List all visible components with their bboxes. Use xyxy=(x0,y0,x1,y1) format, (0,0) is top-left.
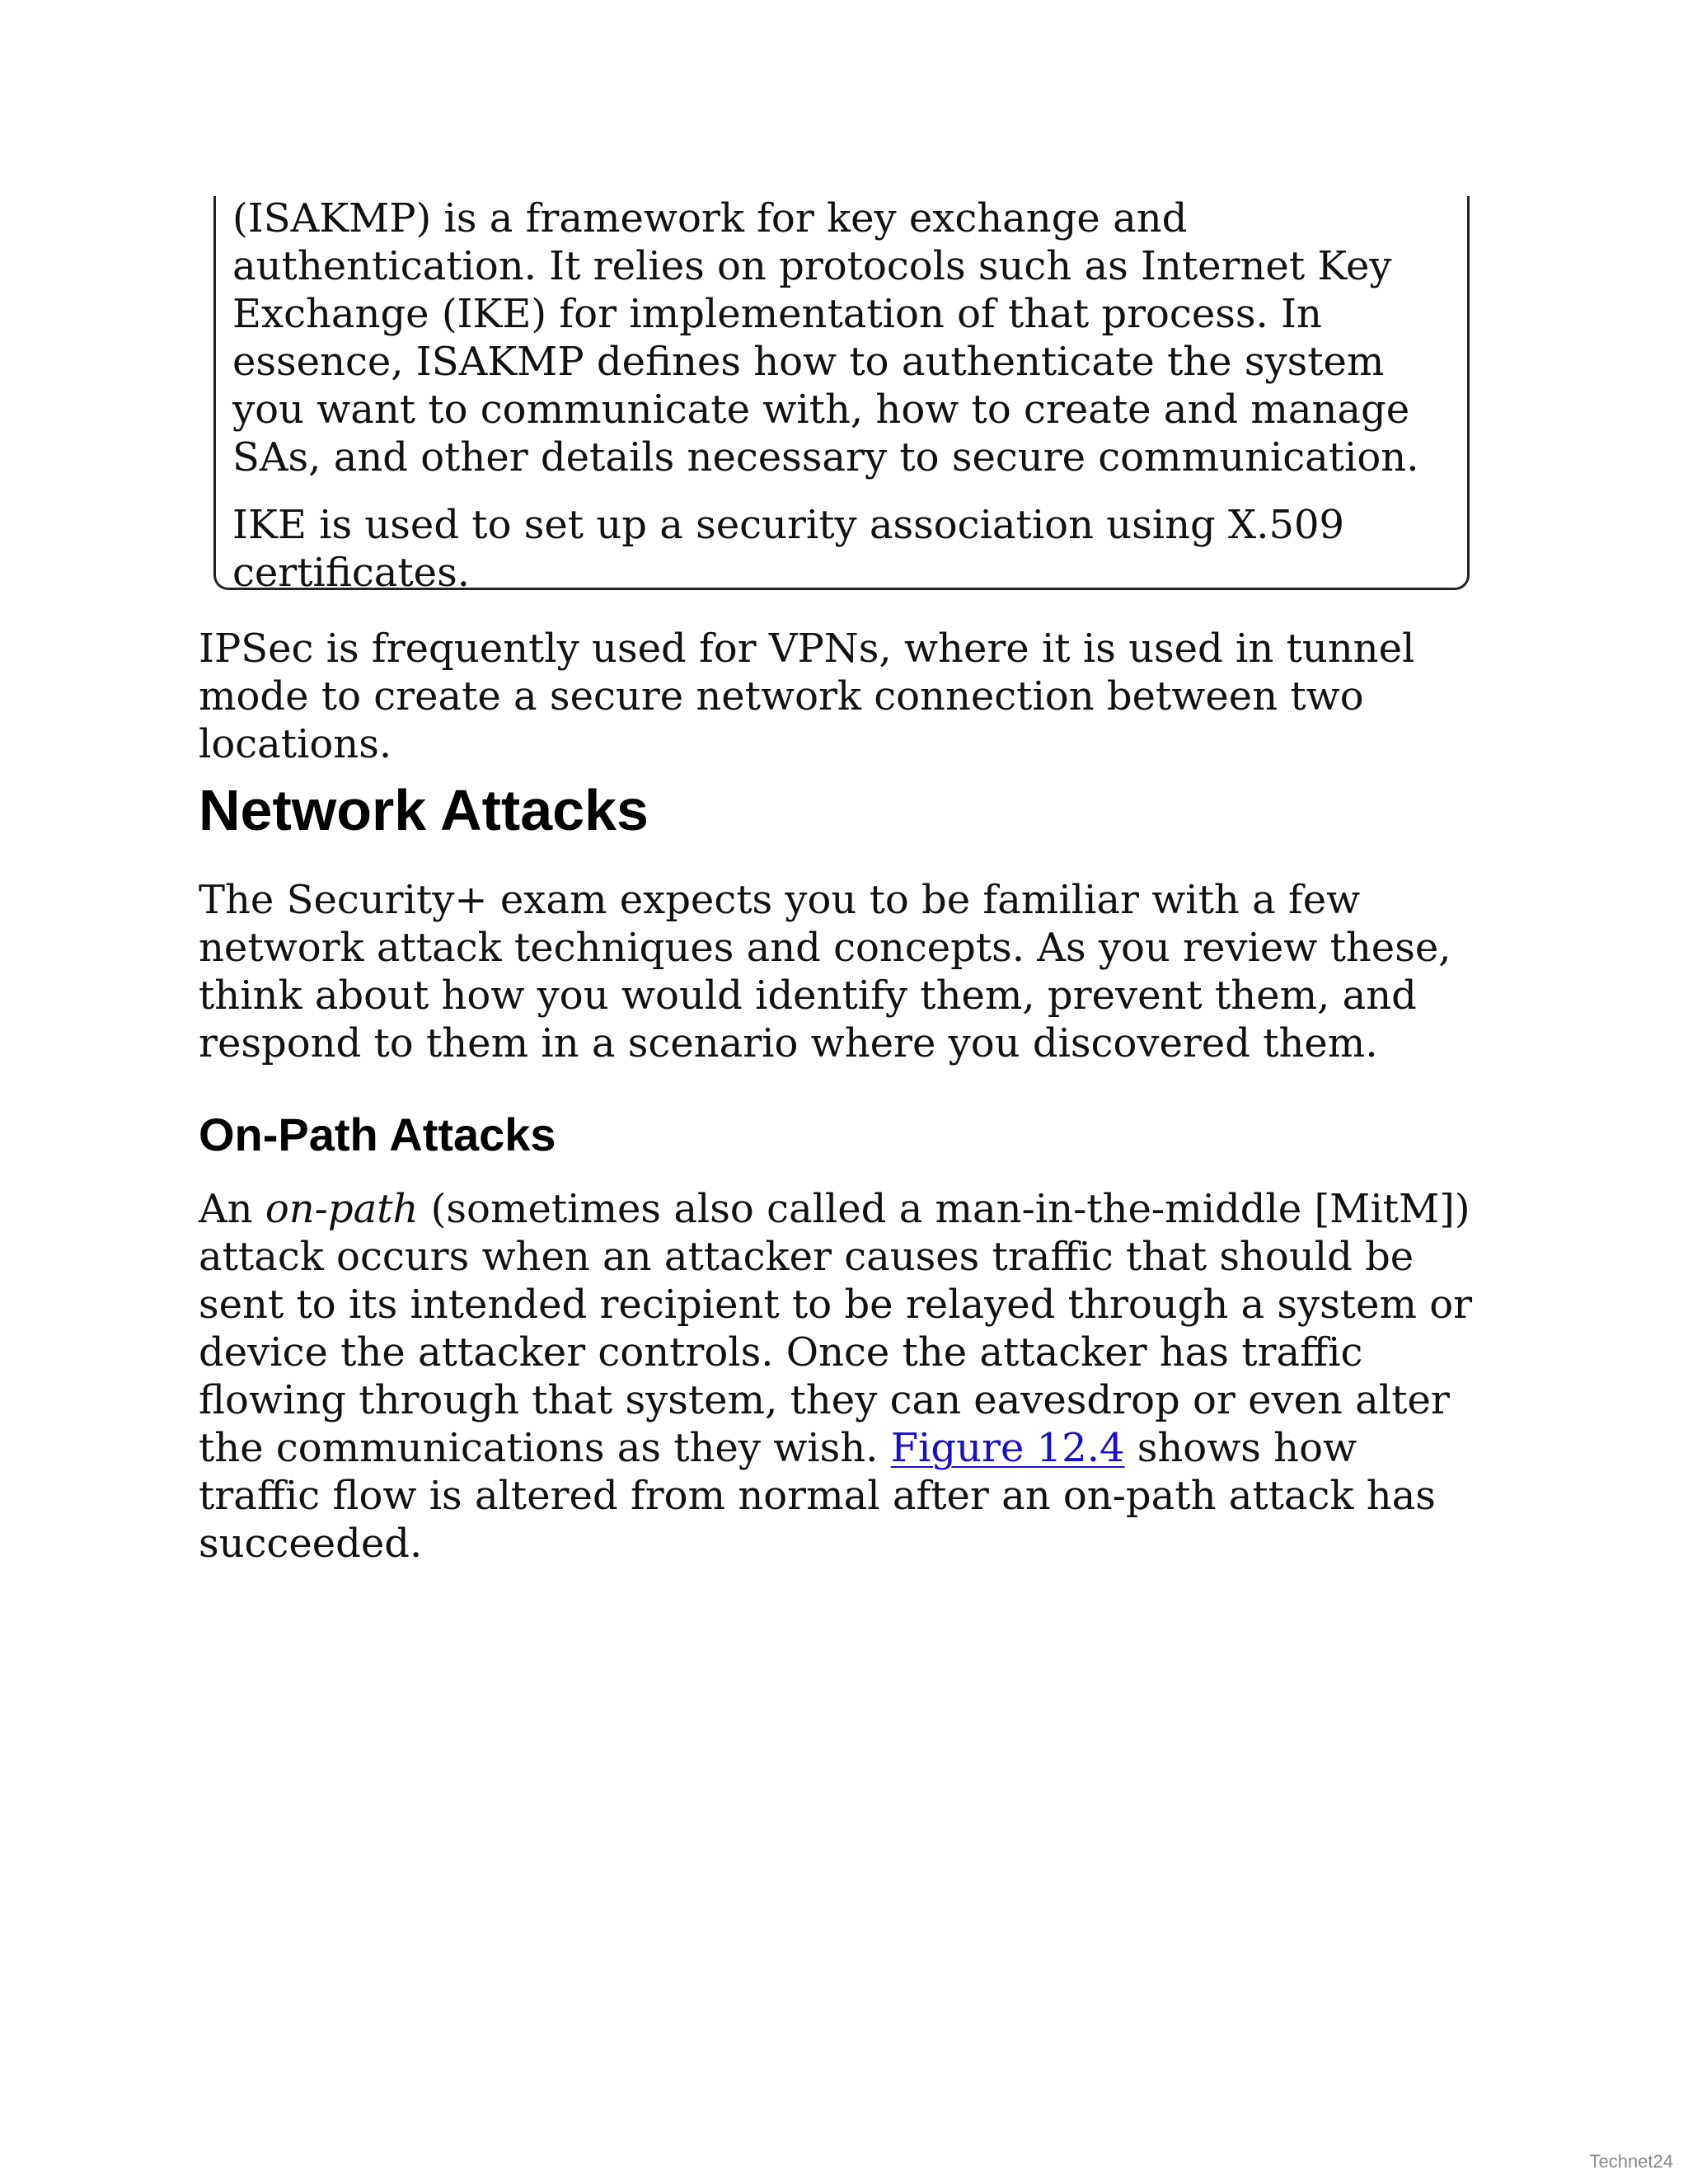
on-path-text-start: An xyxy=(199,1186,265,1232)
ipsec-vpn-paragraph: IPSec is frequently used for VPNs, where it is used in tunnel mode to create a secure network connection between two locations. xyxy=(199,626,1415,767)
network-attacks-paragraph: The Security+ exam expects you to be familiar with a few network attack techniques and concepts. As you review these, think about how you would identify them, prevent them, and respond to them in a scenario where you discovered them. xyxy=(199,877,1451,1066)
on-path-text-middle: (sometimes also called a man-in-the-middle [MitM]) attack occurs when an attacker causes traffic that should be sent to its intended recipient to be relayed through a system or device the attacker controls. Once the attacker has traffic flowing through that system, they can eavesdrop or even alter the communications as they wish. xyxy=(199,1186,1473,1471)
technet24-watermark: Technet24 xyxy=(1589,2151,1673,2172)
sidebar-content xyxy=(232,196,1459,616)
on-path-term: on-path xyxy=(265,1186,419,1232)
on-path-text-end: shows how traffic flow is altered from normal after an on-path attack has succeeded. xyxy=(199,1425,1436,1567)
network-attacks-heading: Network Attacks xyxy=(199,778,649,842)
sidebar-paragraph-isakmp: (ISAKMP) is a framework for key exchange and authentication. It relies on protocols such as Internet Key Exchange (IKE) for implementation of that process. In essence, ISAKMP defines how to authenticate the system you want to communicate with, how to create and manage SAs, and other details necessary to secure communication. xyxy=(232,195,1419,480)
on-path-paragraph xyxy=(199,1185,1480,1568)
on-path-attacks-heading: On-Path Attacks xyxy=(199,1108,556,1160)
sidebar-paragraph-ike: IKE is used to set up a security association using X.509 certificates. xyxy=(232,502,1345,596)
figure-12-4-link[interactable]: Figure 12.4 xyxy=(890,1425,1125,1471)
sidebar-box xyxy=(213,195,1470,596)
